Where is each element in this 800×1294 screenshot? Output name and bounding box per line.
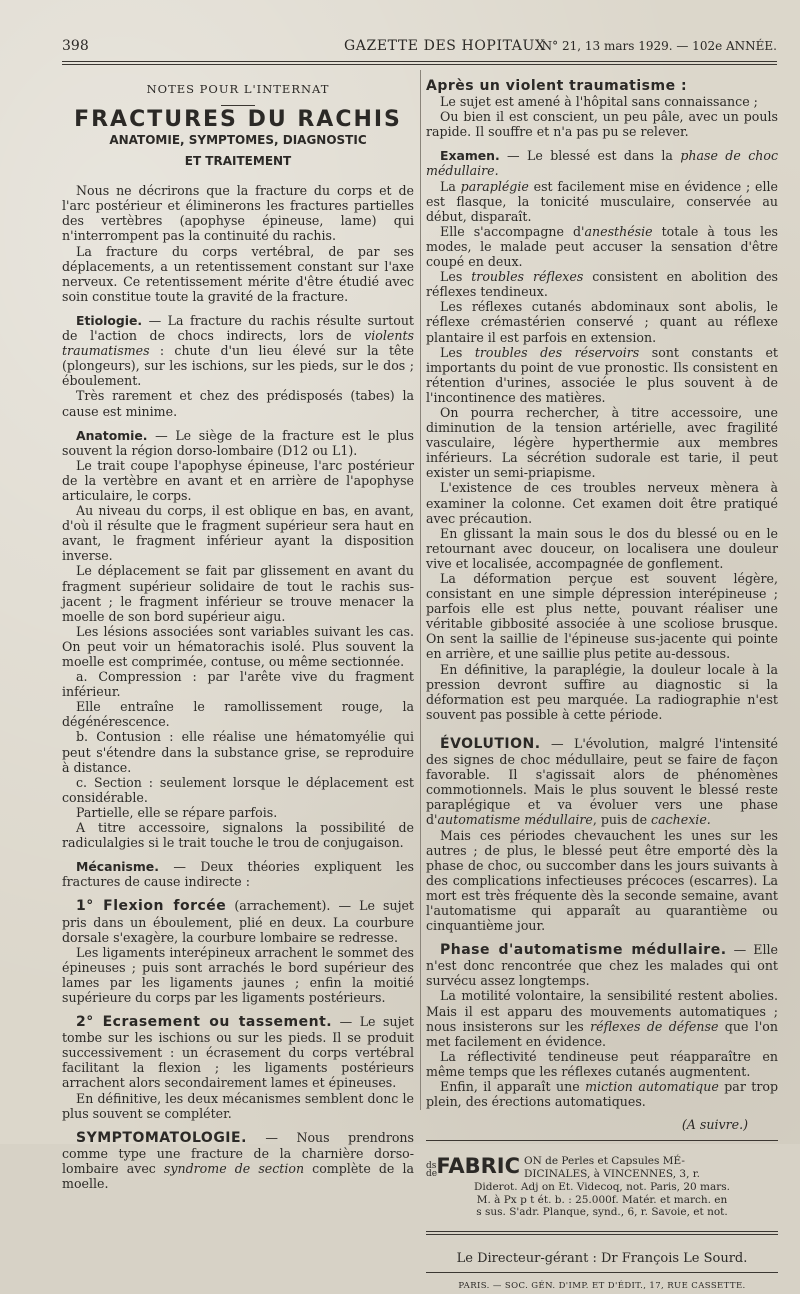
text: complète de la moelle. [62, 1160, 414, 1191]
notice-line: Diderot. Adj on Et. Videcoq, not. Paris, 20 mars. [473, 1180, 731, 1193]
notice-line: ON de Perles et Capsules MÉ- [523, 1155, 685, 1168]
paragraph: b. Contusion : elle réalise une hématomyélie qui peut s'étendre dans la substance grise, se reproduire à distance. [62, 729, 414, 775]
paragraph: La fracture du corps vertébral, de par ses déplacements, a un retentissement constant sur l'axe nerveux. Ce retentissement mérite d'être étudié avec soin constitue toute la gravité de la fracture. [62, 243, 414, 304]
ad-rule-top [426, 1140, 778, 1141]
emphasis: troubles réflexes [471, 269, 584, 285]
text: — L'évolution, malgré l'intensité des signes de choc médullaire, peut se faire de façon favorable. Il s'agissait alors de phénomènes commotionnels. Mais le plus souvent le blessé reste paraplégique et va évoluer vers une phase d' [426, 735, 778, 828]
text: consistent en abolition des réflexes tendineux. [426, 269, 778, 300]
paragraph: Le sujet est amené à l'hôpital sans connaissance ; [440, 94, 758, 110]
paragraph-anatomie [62, 428, 414, 458]
paragraph: a. Compression : par l'arête vive du fragment inférieur. [62, 669, 414, 700]
text: Enfin, il apparaît une [440, 1079, 586, 1094]
emphasis: anesthésie [584, 223, 653, 239]
paragraph-evolution [426, 736, 778, 828]
paragraph-symptomatologie [62, 1130, 414, 1191]
header-rule-2 [62, 64, 777, 65]
emphasis: réflexes de défense [590, 1018, 719, 1034]
paragraph: Ou bien il est conscient, un peu pâle, avec un pouls rapide. Il souffre et n'a pas pu se relever. [426, 109, 778, 140]
paragraph: Elle entraîne le ramollissement rouge, la dégénérescence. [62, 699, 414, 730]
paragraph: On pourra rechercher, à titre accessoire, une diminution de la tension artérielle, avec fragilité vasculaire, légère hyperthermie aux membres inférieurs. La sécrétion sudorale est tarie, il peut exister un semi-priapisme. [426, 404, 778, 481]
paragraph: A titre accessoire, signalons la possibilité de radiculalgies si le trait touche le trou de conjugaison. [62, 820, 414, 851]
paragraph-ecrasement [62, 1014, 414, 1090]
text: Elle s'accompagne d' [440, 223, 585, 239]
paragraph: En glissant la main sous le dos du blessé ou en le retournant avec douceur, on localisera une douleur vive et localisée, accompagnée de gonflement. [426, 525, 778, 571]
paragraph: En définitive, la paraplégie, la douleur locale à la pression devront suffire au diagnostic si la déformation est peu marquée. La radiographie n'est souvent pas possible à cette période. [426, 661, 778, 722]
text: Les [440, 269, 472, 285]
brand-name: FABRIC [436, 1154, 520, 1179]
rubric-mecanisme: Mécanisme. [76, 859, 159, 875]
paragraph: Très rarement et chez des prédisposés (tabes) la cause est minime. [62, 388, 414, 419]
notice-body [426, 1181, 778, 1219]
director-line: Le Directeur-gérant : Dr François Le Sourd. [456, 1251, 748, 1267]
paragraph-etiologie [62, 313, 414, 388]
issue-info: N° 21, 13 mars 1929. — 102e ANNÉE. [541, 39, 777, 53]
page-number: 398 [62, 38, 89, 54]
text: sont constants et importants du point de vue pronostic. Ils consistent en rétention d'urines, associée le plus souvent à de l'incontinence des matières. [426, 344, 778, 405]
text: , puis de [592, 812, 652, 828]
rubric-evolution: ÉVOLUTION. [440, 735, 541, 752]
paragraph [426, 269, 778, 299]
text: (arrachement). — Le sujet pris dans un éboulement, plié en deux. La courbure dorsale s'exagère, la courbure lombaire se redresse. [62, 898, 414, 945]
rubric-ecrasement: 2° Ecrasement ou tassement. [76, 1014, 333, 1031]
brand-prefix-top: ds [426, 1161, 437, 1172]
column-divider [420, 70, 421, 1110]
notice-heading [524, 1155, 700, 1181]
emphasis: troubles des réservoirs [474, 344, 640, 360]
gerant-rule-top [426, 1231, 778, 1232]
text: — Nous prendrons comme type une fracture de la charnière dorso-lombaire avec [62, 1129, 414, 1176]
brand-prefix-bottom: de [426, 1169, 438, 1180]
text: : chute d'un lieu élevé sur la tête (plongeurs), sur les ischions, sur les pieds, sur le dos ; éboulement. [62, 343, 414, 389]
text: — Deux théories expliquent les fractures de cause indirecte : [62, 859, 414, 890]
emphasis: miction automatique [585, 1079, 719, 1094]
page-header [62, 34, 777, 56]
to-be-continued: (A suivre.) [681, 1117, 748, 1133]
text: La [440, 178, 461, 194]
paragraph: Les réflexes cutanés abdominaux sont abolis, le réflexe crémastérien conservé ; quant au réflexe plantaire il est parfois en extension. [426, 299, 778, 345]
article-subtitle-2: ET TRAITEMENT [184, 154, 292, 169]
paragraph: En définitive, les deux mécanismes semblent donc le plus souvent se compléter. [62, 1090, 414, 1121]
rubric-examen: Examen. [440, 148, 500, 164]
journal-title: GAZETTE DES HOPITAUX [344, 38, 546, 54]
paragraph-mecanisme [62, 859, 414, 889]
paragraph [426, 179, 778, 224]
gerant-rule-bottom [426, 1272, 778, 1273]
section-label: NOTES POUR L'INTERNAT [146, 82, 330, 96]
rubric-etiologie: Etiologie. [76, 312, 143, 328]
emphasis: syndrome de section [163, 1160, 305, 1176]
emphasis: phase de choc médullaire. [426, 148, 778, 179]
text: est facilement mise en évidence ; elle est flasque, la tonicité musculaire, conservée au début, disparaît. [426, 178, 778, 224]
left-column [62, 78, 414, 1191]
legal-notice [426, 1155, 778, 1219]
text: — La fracture du rachis résulte surtout de l'action de chocs indirects, lors de [62, 312, 414, 344]
paragraph: Le trait coupe l'apophyse épineuse, l'arc postérieur de la vertèbre en avant et en arrière de l'apophyse articulaire, le corps. [62, 457, 414, 503]
rubric-apres-traumatisme: Après un violent traumatisme : [426, 78, 688, 94]
text: Les [440, 344, 475, 360]
notice-line: M. à Px p t ét. b. : 25.000f. Matér. et march. en [476, 1193, 728, 1206]
paragraph: Le déplacement se fait par glissement en avant du fragment supérieur solidaire de tout le rachis sus-jacent ; le fragment inférieur se trouve menacer la moelle de son bord supérieur aigu. [62, 563, 414, 624]
notice-line: s sus. S'adr. Planque, synd., 6, r. Savoie, et not. [476, 1206, 728, 1219]
paragraph [426, 1079, 778, 1109]
text: — Le siège de la fracture est le plus souvent la région dorso-lombaire (D12 ou L1). [62, 427, 414, 458]
gerant-rule-top-2 [426, 1234, 778, 1235]
paragraph: La réflectivité tendineuse peut réapparaître en même temps que les réflexes cutanés augmentent. [426, 1048, 778, 1079]
text: que l'on met facilement en évidence. [426, 1018, 778, 1049]
paragraph: c. Section : seulement lorsque le déplacement est considérable. [62, 774, 414, 805]
rubric-phase-automatisme: Phase d'automatisme médullaire. [440, 942, 727, 959]
text: par trop plein, des érections automatiques. [426, 1079, 779, 1110]
header-rule [62, 61, 777, 62]
notice-brand [426, 1155, 520, 1177]
paragraph: Les lésions associées sont variables suivant les cas. On peut voir un hématorachis isolé. Plus souvent la moelle est comprimée, contuse, ou même sectionnée. [62, 623, 414, 669]
paragraph [426, 988, 778, 1048]
emphasis: paraplégie [460, 178, 529, 194]
paragraph-examen [426, 148, 778, 178]
notice-line: DICINALES, à VINCENNES, 3, r. [523, 1168, 700, 1181]
title-rule [221, 105, 255, 106]
article-title: FRACTURES DU RACHIS [74, 107, 402, 133]
paragraph [426, 345, 778, 405]
paragraph: Les ligaments interépineux arrachent le sommet des épineuses ; puis sont arrachés le bord supérieur des lames par les ligaments jaunes ; enfin la moitié supérieure du corps par les ligaments postérieurs. [62, 944, 414, 1005]
text: — Le blessé est dans la [499, 148, 681, 164]
text: — Elle n'est donc rencontrée que chez les malades qui ont survécu assez longtemps. [426, 942, 778, 989]
emphasis: violents traumatismes [62, 328, 414, 359]
paragraph: Partielle, elle se répare parfois. [76, 804, 278, 820]
emphasis: cachexie. [651, 812, 711, 828]
article-subtitle-1: ANATOMIE, SYMPTOMES, DIAGNOSTIC [109, 133, 367, 148]
text: totale à tous les modes, le malade peut accuser la sensation d'être coupé en deux. [426, 223, 778, 270]
paragraph-flexion [62, 898, 414, 944]
paragraph [426, 224, 778, 269]
paragraph: Mais ces périodes chevauchent les unes sur les autres ; de plus, le blessé peut être emporté dès la phase de choc, ou succomber dans les jours suivants à des complications infectieuses précoces (escarres). La mort est très fréquente dès la seconde semaine, avant l'automatisme qui apparaît au quarantième ou cinquantième jour. [426, 827, 778, 934]
rubric-flexion: 1° Flexion forcée [76, 898, 227, 915]
emphasis: automatisme médullaire [437, 812, 593, 828]
paragraph: La déformation perçue est souvent légère, consistant en une simple dépression interépineuse ; parfois elle est plus nette, pouvant réaliser une véritable gibbosité associée à une scoliose brusque. On sent la saillie de l'épineuse sus-jacente qui pointe en arrière, et une saillie plus petite au-dessous. [426, 571, 778, 662]
paragraph-apres [426, 78, 778, 94]
paragraph: L'existence de ces troubles nerveux mènera à examiner la colonne. Cet examen doit être pratiqué avec précaution. [426, 480, 778, 526]
paragraph: Au niveau du corps, il est oblique en bas, en avant, d'où il résulte que le fragment supérieur sera haut en avant, le fragment inférieur ayant la disposition inverse. [62, 503, 414, 564]
text: — Le sujet tombe sur les ischions ou sur les pieds. Il se produit successivement : un écrasement du corps vertébral facilitant la flexion ; les ligaments postérieurs arrachent alors secondairement lames et épineuses. [62, 1014, 414, 1091]
rubric-symptomatologie: SYMPTOMATOLOGIE. [76, 1129, 247, 1146]
paragraph-phase [426, 942, 778, 988]
printer-imprint: PARIS. — SOC. GÉN. D'IMP. ET D'ÉDIT., 17, RUE CASSETTE. [458, 1281, 746, 1292]
text: La motilité volontaire, la sensibilité restent abolies. Mais il est apparu des mouvements automatiques ; nous insisterons sur les [426, 988, 778, 1034]
right-column [426, 78, 778, 1294]
rubric-anatomie: Anatomie. [76, 427, 148, 443]
paragraph: Nous ne décrirons que la fracture du corps et de l'arc postérieur et éliminerons les fractures partielles des vertèbres (apophyse épineuse, lame) qui n'interrompent pas la continuité du rachis. [62, 183, 414, 244]
